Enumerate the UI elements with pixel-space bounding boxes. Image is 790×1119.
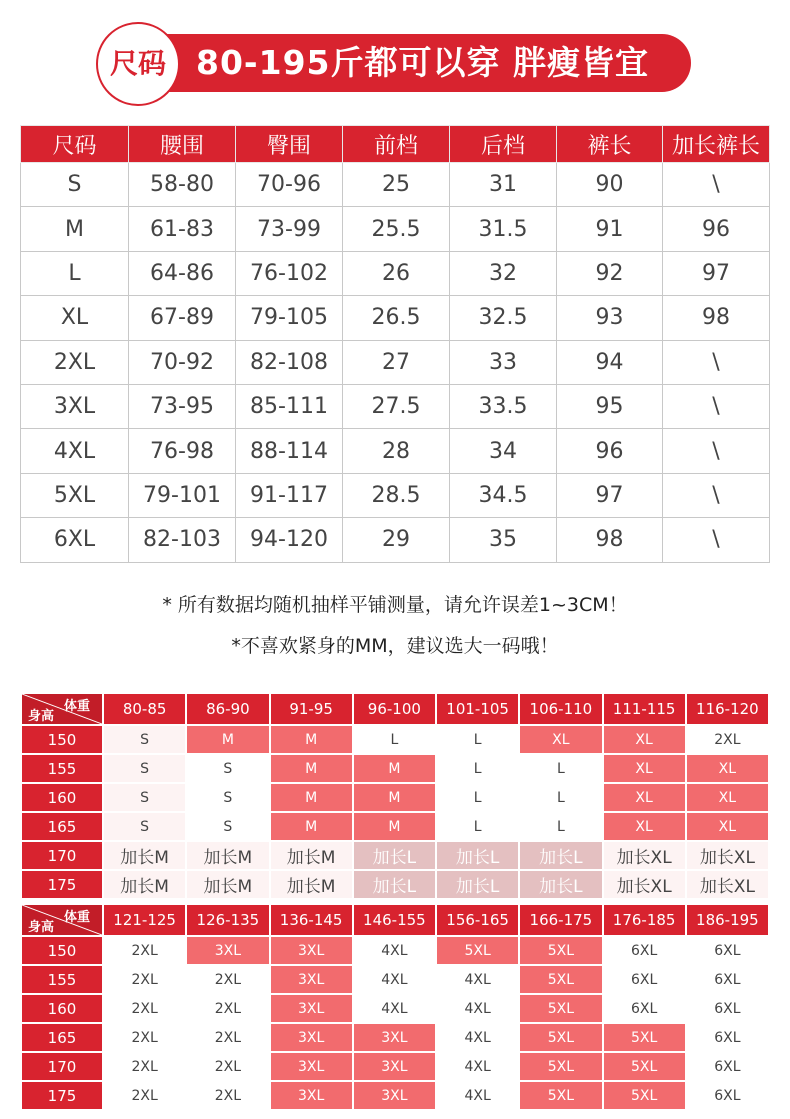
recommended-size-cell: XL <box>686 783 769 812</box>
size-value-cell: 26.5 <box>343 296 450 340</box>
recommended-size-cell: 2XL <box>186 1023 269 1052</box>
recommended-size-cell: S <box>103 812 186 841</box>
recommended-size-cell: L <box>353 725 436 754</box>
recommended-size-cell: 3XL <box>270 1081 353 1110</box>
size-table-row <box>21 296 770 340</box>
recommended-size-cell: 6XL <box>686 936 769 965</box>
size-value-cell: 79-101 <box>129 473 236 517</box>
grid1-row <box>21 725 769 754</box>
recommended-size-cell: 2XL <box>103 1081 186 1110</box>
recommended-size-cell: 2XL <box>186 994 269 1023</box>
size-table-row <box>21 518 770 562</box>
size-value-cell: 94 <box>557 340 663 384</box>
size-label-cell: 3XL <box>21 384 129 428</box>
size-label-cell: 6XL <box>21 518 129 562</box>
size-label-cell: 4XL <box>21 429 129 473</box>
size-value-cell: 33 <box>450 340 557 384</box>
recommended-size-cell: 5XL <box>603 1052 686 1081</box>
recommended-size-cell: 3XL <box>186 936 269 965</box>
recommended-size-cell: 2XL <box>186 965 269 994</box>
size-value-cell: \ <box>663 340 770 384</box>
grid1-body <box>21 725 769 899</box>
size-value-cell: 28.5 <box>343 473 450 517</box>
recommended-size-cell: S <box>103 783 186 812</box>
size-value-cell: 29 <box>343 518 450 562</box>
height-weight-grid-1 <box>20 692 770 900</box>
size-value-cell: 31.5 <box>450 207 557 251</box>
recommended-size-cell: 加长M <box>103 870 186 899</box>
size-table-body <box>21 163 770 563</box>
recommended-size-cell: 加长XL <box>686 841 769 870</box>
recommended-size-cell: 加长L <box>353 841 436 870</box>
grid2-row <box>21 965 769 994</box>
weight-header: 186-195 <box>686 904 769 936</box>
height-label-cell: 155 <box>21 754 103 783</box>
size-value-cell: 26 <box>343 251 450 295</box>
size-table-row <box>21 251 770 295</box>
size-value-cell: 73-99 <box>236 207 343 251</box>
recommended-size-cell: 2XL <box>103 965 186 994</box>
corner-height-label: 身高 <box>28 709 55 724</box>
size-value-cell: 94-120 <box>236 518 343 562</box>
height-label-cell: 175 <box>21 1081 103 1110</box>
size-value-cell: 88-114 <box>236 429 343 473</box>
size-value-cell: 97 <box>557 473 663 517</box>
recommended-size-cell: 加长M <box>103 841 186 870</box>
size-value-cell: 34.5 <box>450 473 557 517</box>
recommended-size-cell: 4XL <box>353 994 436 1023</box>
height-weight-grid-2 <box>20 903 770 1111</box>
size-table-row <box>21 384 770 428</box>
recommended-size-cell: 5XL <box>603 1081 686 1110</box>
size-header-cell: 腰围 <box>129 126 236 163</box>
size-value-cell: 28 <box>343 429 450 473</box>
recommended-size-cell: 加长L <box>436 841 519 870</box>
weight-header: 126-135 <box>186 904 269 936</box>
recommended-size-cell: 4XL <box>353 936 436 965</box>
recommended-size-cell: 加长L <box>519 841 602 870</box>
height-label-cell: 155 <box>21 965 103 994</box>
height-label-cell: 150 <box>21 936 103 965</box>
recommended-size-cell: 4XL <box>353 965 436 994</box>
weight-header: 91-95 <box>270 693 353 725</box>
size-value-cell: 67-89 <box>129 296 236 340</box>
recommended-size-cell: XL <box>519 725 602 754</box>
size-table-row <box>21 473 770 517</box>
height-label-cell: 160 <box>21 783 103 812</box>
recommended-size-cell: 3XL <box>270 1052 353 1081</box>
size-table-row <box>21 163 770 207</box>
recommended-size-cell: L <box>519 754 602 783</box>
size-value-cell: 64-86 <box>129 251 236 295</box>
recommended-size-cell: 加长M <box>186 870 269 899</box>
size-value-cell: 73-95 <box>129 384 236 428</box>
size-value-cell: 58-80 <box>129 163 236 207</box>
size-header-cell: 加长裤长 <box>663 126 770 163</box>
size-value-cell: 92 <box>557 251 663 295</box>
recommended-size-cell: 5XL <box>519 994 602 1023</box>
size-label-cell: L <box>21 251 129 295</box>
recommended-size-cell: 3XL <box>270 936 353 965</box>
size-value-cell: 96 <box>663 207 770 251</box>
recommended-size-cell: M <box>186 725 269 754</box>
weight-header: 156-165 <box>436 904 519 936</box>
grid1-row <box>21 870 769 899</box>
size-value-cell: 70-96 <box>236 163 343 207</box>
weight-header: 86-90 <box>186 693 269 725</box>
weight-header: 111-115 <box>603 693 686 725</box>
recommended-size-cell: 3XL <box>270 994 353 1023</box>
size-value-cell: 76-102 <box>236 251 343 295</box>
size-header-cell: 前档 <box>343 126 450 163</box>
recommended-size-cell: 2XL <box>103 1052 186 1081</box>
grid2-header-row <box>21 904 769 936</box>
size-value-cell: 82-108 <box>236 340 343 384</box>
recommended-size-cell: 5XL <box>519 965 602 994</box>
grid1-header-row <box>21 693 769 725</box>
recommended-size-cell: L <box>436 754 519 783</box>
grid2-body <box>21 936 769 1110</box>
size-value-cell: 32 <box>450 251 557 295</box>
weight-header: 166-175 <box>519 904 602 936</box>
size-value-cell: 27 <box>343 340 450 384</box>
recommended-size-cell: M <box>270 812 353 841</box>
size-value-cell: 25.5 <box>343 207 450 251</box>
size-value-cell: 61-83 <box>129 207 236 251</box>
size-header-cell: 后档 <box>450 126 557 163</box>
recommended-size-cell: 6XL <box>686 1081 769 1110</box>
recommended-size-cell: 6XL <box>686 1052 769 1081</box>
size-header-cell: 裤长 <box>557 126 663 163</box>
recommended-size-cell: L <box>519 812 602 841</box>
recommended-size-cell: 4XL <box>436 1081 519 1110</box>
recommended-size-cell: M <box>353 812 436 841</box>
recommended-size-cell: 4XL <box>436 965 519 994</box>
recommended-size-cell: 2XL <box>103 936 186 965</box>
recommended-size-cell: 3XL <box>353 1023 436 1052</box>
size-table-row <box>21 429 770 473</box>
recommended-size-cell: 6XL <box>686 965 769 994</box>
size-value-cell: 91 <box>557 207 663 251</box>
weight-header: 106-110 <box>519 693 602 725</box>
size-value-cell: 25 <box>343 163 450 207</box>
banner-badge-label: 尺码 <box>109 47 166 80</box>
corner-weight-label: 体重 <box>63 910 90 925</box>
grid2-row <box>21 994 769 1023</box>
recommended-size-cell: 加长M <box>186 841 269 870</box>
size-value-cell: 93 <box>557 296 663 340</box>
size-value-cell: 70-92 <box>129 340 236 384</box>
height-label-cell: 165 <box>21 1023 103 1052</box>
size-value-cell: 32.5 <box>450 296 557 340</box>
weight-header: 136-145 <box>270 904 353 936</box>
size-label-cell: 2XL <box>21 340 129 384</box>
recommended-size-cell: 5XL <box>519 936 602 965</box>
size-label-cell: 5XL <box>21 473 129 517</box>
size-chart-table <box>20 125 770 563</box>
size-value-cell: 79-105 <box>236 296 343 340</box>
size-value-cell: 31 <box>450 163 557 207</box>
size-value-cell: \ <box>663 473 770 517</box>
recommended-size-cell: 2XL <box>186 1052 269 1081</box>
grid2-row <box>21 936 769 965</box>
measurement-note: * 所有数据均随机抽样平铺测量，请允许误差1~3CM！ <box>162 594 628 616</box>
height-label-cell: 170 <box>21 841 103 870</box>
recommended-size-cell: 2XL <box>186 1081 269 1110</box>
recommended-size-cell: 6XL <box>603 936 686 965</box>
recommended-size-cell: 3XL <box>270 1023 353 1052</box>
size-table-row <box>21 207 770 251</box>
recommended-size-cell: 3XL <box>353 1052 436 1081</box>
recommended-size-cell: 5XL <box>519 1081 602 1110</box>
size-value-cell: 95 <box>557 384 663 428</box>
recommended-size-cell: XL <box>603 754 686 783</box>
weight-header: 96-100 <box>353 693 436 725</box>
recommended-size-cell: 加长L <box>519 870 602 899</box>
recommended-size-cell: S <box>186 783 269 812</box>
recommended-size-cell: M <box>270 783 353 812</box>
recommended-size-cell: 6XL <box>686 1023 769 1052</box>
size-value-cell: 35 <box>450 518 557 562</box>
size-value-cell: 98 <box>557 518 663 562</box>
banner-bar <box>136 34 691 92</box>
size-label-cell: XL <box>21 296 129 340</box>
size-value-cell: \ <box>663 518 770 562</box>
recommended-size-cell: XL <box>603 725 686 754</box>
recommended-size-cell: M <box>270 754 353 783</box>
recommended-size-cell: 5XL <box>603 1023 686 1052</box>
grid2-row <box>21 1052 769 1081</box>
size-value-cell: 96 <box>557 429 663 473</box>
size-value-cell: 85-111 <box>236 384 343 428</box>
weight-header: 116-120 <box>686 693 769 725</box>
size-value-cell: 34 <box>450 429 557 473</box>
height-label-cell: 175 <box>21 870 103 899</box>
banner-title: 80-195斤都可以穿 胖瘦皆宜 <box>196 43 649 82</box>
grid2-corner <box>21 904 103 936</box>
weight-header: 176-185 <box>603 904 686 936</box>
size-value-cell: \ <box>663 384 770 428</box>
recommended-size-cell: L <box>436 725 519 754</box>
recommended-size-cell: M <box>270 725 353 754</box>
recommended-size-cell: M <box>353 783 436 812</box>
grid1-row <box>21 841 769 870</box>
recommended-size-cell: 6XL <box>603 965 686 994</box>
height-label-cell: 165 <box>21 812 103 841</box>
recommended-size-cell: L <box>436 812 519 841</box>
recommended-size-cell: 加长XL <box>603 870 686 899</box>
recommended-size-cell: 4XL <box>436 1052 519 1081</box>
recommended-size-cell: 2XL <box>686 725 769 754</box>
recommended-size-cell: 5XL <box>519 1052 602 1081</box>
grid1-corner <box>21 693 103 725</box>
recommended-size-cell: 4XL <box>436 994 519 1023</box>
recommended-size-cell: XL <box>603 783 686 812</box>
recommended-size-cell: XL <box>603 812 686 841</box>
size-value-cell: 33.5 <box>450 384 557 428</box>
grid2-row <box>21 1081 769 1110</box>
weight-header: 101-105 <box>436 693 519 725</box>
size-header-cell: 臀围 <box>236 126 343 163</box>
recommended-size-cell: XL <box>686 812 769 841</box>
recommended-size-cell: S <box>103 754 186 783</box>
banner-badge <box>96 22 180 106</box>
grid1-row <box>21 812 769 841</box>
recommended-size-cell: 加长M <box>270 841 353 870</box>
recommended-size-cell: 5XL <box>436 936 519 965</box>
size-value-cell: 27.5 <box>343 384 450 428</box>
size-value-cell: 82-103 <box>129 518 236 562</box>
size-value-cell: 76-98 <box>129 429 236 473</box>
height-label-cell: 160 <box>21 994 103 1023</box>
recommended-size-cell: S <box>186 812 269 841</box>
recommended-size-cell: 4XL <box>436 1023 519 1052</box>
recommended-size-cell: S <box>186 754 269 783</box>
weight-header: 146-155 <box>353 904 436 936</box>
weight-header: 121-125 <box>103 904 186 936</box>
weight-header: 80-85 <box>103 693 186 725</box>
size-value-cell: \ <box>663 429 770 473</box>
size-table-header-row <box>21 126 770 163</box>
size-table-row <box>21 340 770 384</box>
grid1-row <box>21 754 769 783</box>
grid1-row <box>21 783 769 812</box>
recommended-size-cell: 2XL <box>103 994 186 1023</box>
size-value-cell: 97 <box>663 251 770 295</box>
recommended-size-cell: 5XL <box>519 1023 602 1052</box>
recommended-size-cell: 6XL <box>603 994 686 1023</box>
size-value-cell: \ <box>663 163 770 207</box>
size-value-cell: 90 <box>557 163 663 207</box>
recommended-size-cell: L <box>436 783 519 812</box>
grid2-row <box>21 1023 769 1052</box>
height-label-cell: 170 <box>21 1052 103 1081</box>
size-label-cell: S <box>21 163 129 207</box>
recommended-size-cell: 加长L <box>353 870 436 899</box>
page-banner <box>96 22 696 106</box>
recommended-size-cell: 加长XL <box>686 870 769 899</box>
size-value-cell: 98 <box>663 296 770 340</box>
size-label-cell: M <box>21 207 129 251</box>
recommended-size-cell: 6XL <box>686 994 769 1023</box>
corner-height-label: 身高 <box>28 920 55 935</box>
recommended-size-cell: 3XL <box>353 1081 436 1110</box>
recommended-size-cell: S <box>103 725 186 754</box>
size-value-cell: 91-117 <box>236 473 343 517</box>
size-header-cell: 尺码 <box>21 126 129 163</box>
recommended-size-cell: 2XL <box>103 1023 186 1052</box>
size-up-note: *不喜欢紧身的MM，建议选大一码哦！ <box>231 635 559 657</box>
recommended-size-cell: L <box>519 783 602 812</box>
recommended-size-cell: 加长M <box>270 870 353 899</box>
recommended-size-cell: XL <box>686 754 769 783</box>
recommended-size-cell: 加长XL <box>603 841 686 870</box>
recommended-size-cell: 3XL <box>270 965 353 994</box>
corner-weight-label: 体重 <box>63 699 90 714</box>
recommended-size-cell: 加长L <box>436 870 519 899</box>
recommended-size-cell: M <box>353 754 436 783</box>
height-label-cell: 150 <box>21 725 103 754</box>
